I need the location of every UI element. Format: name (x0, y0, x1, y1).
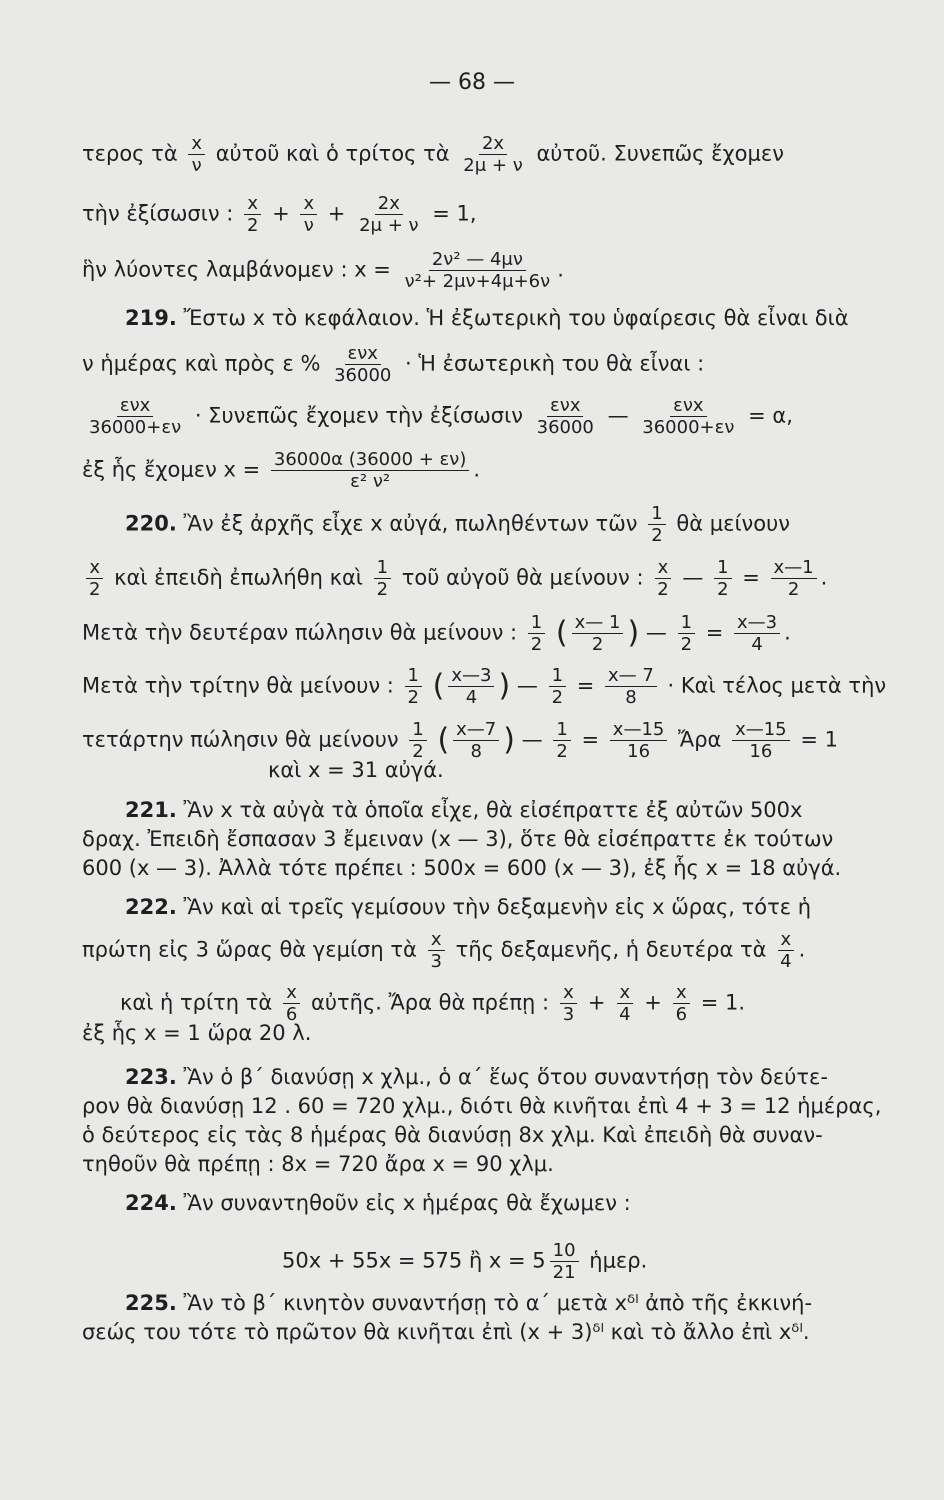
line-223-2: ρον θὰ διανύσῃ 12 . 60 = 720 χλμ., διότι θὰ κινῆται ἐπὶ 4 + 3 = 12 ἡμέρας, (82, 1094, 882, 1118)
text: ν ἡμέρας καὶ πρὸς ε % (82, 351, 321, 376)
fraction: $\frac{1}{2}$ (553, 719, 570, 762)
fraction: $\frac{1}{2}$ (405, 665, 422, 708)
text: ἡμερ. (589, 1248, 648, 1273)
text: Ἂν x τὰ αὐγὰ τὰ ὁποῖα εἶχε, θὰ εἰσέπραττε ἐξ αὐτῶν 500x (183, 798, 803, 822)
line-224-1 (125, 1190, 631, 1216)
page-number: — 68 — (429, 70, 515, 95)
fraction: $\frac{1}{2}$ (714, 557, 731, 600)
fraction: $\frac{x}{6}$ (673, 982, 690, 1025)
line-221-1 (125, 797, 802, 823)
equation-224 (282, 1240, 647, 1283)
text: = α, (748, 403, 793, 428)
line-222-2: πρώτη εἰς 3 ὥρας θὰ γεμίση τὰ $\frac{x}{3}$ τῆς δεξαμενῆς, ἡ δευτέρα τὰ $\frac{x}{4}$ . (82, 929, 806, 972)
text: · Ἡ ἐσωτερικὴ του θὰ εἶναι : (405, 351, 705, 376)
line-220-5: τετάρτην πώλησιν θὰ μείνουν $\frac{1}{2}$ ( $\frac{x—7}{8}$ ) — $\frac{1}{2}$ = $\frac{x—15}{16}$ Ἄρα $\frac{x—15}{16}$ = 1 (82, 719, 838, 762)
text: Ἂν συναντηθοῦν εἰς x ἡμέρας θὰ ἔχωμεν : (183, 1191, 631, 1215)
problem-number: 224. (125, 1191, 177, 1215)
text: Ἂν τὸ β΄ κινητὸν συναντήσῃ τὸ α΄ μετὰ xᵟˡ ἀπὸ τῆς ἐκκινή- (183, 1291, 813, 1315)
line-218-1 (82, 133, 784, 176)
fraction: $\frac{x— 1}{2}$ (572, 612, 624, 655)
fraction: $\frac{x— 7}{8}$ (605, 665, 657, 708)
text: Ἂν ὁ β΄ διανύσῃ x χλμ., ὁ α΄ ἕως ὅτου συναντήσῃ τὸν δεύτε- (183, 1065, 828, 1089)
fraction: $\frac{x}{\nu}$ (300, 193, 317, 236)
problem-number: 223. (125, 1065, 177, 1089)
line-222-3: καὶ ἡ τρίτη τὰ $\frac{x}{6}$ αὐτῆς. Ἄρα θὰ πρέπῃ : $\frac{x}{3}$ + $\frac{x}{4}$ + $\frac{x}{6}$ = 1. (120, 982, 746, 1025)
fraction: $\frac{1}{2}$ (409, 719, 426, 762)
fraction: $\frac{x—3}{4}$ (734, 612, 780, 655)
line-222-1 (125, 894, 811, 920)
fraction: $\frac{x}{6}$ (283, 982, 300, 1025)
line-222-4: ἐξ ἧς x = 1 ὥρα 20 λ. (82, 1021, 312, 1045)
text: = 1, (432, 201, 477, 226)
text: αὐτῆς. Ἄρα θὰ πρέπῃ : (311, 990, 550, 1015)
problem-number: 222. (125, 895, 177, 919)
fraction: $\frac{x}{3}$ (560, 982, 577, 1025)
fraction: $\frac{1}{2}$ (549, 665, 566, 708)
text: Μετὰ τὴν δευτέραν πώλησιν θὰ μείνουν : (82, 620, 518, 645)
problem-number: 225. (125, 1291, 177, 1315)
fraction: $\frac{10}{21}$ (550, 1240, 579, 1283)
line-223-1 (125, 1064, 828, 1090)
equation-219 (82, 395, 793, 438)
operator: — (607, 403, 629, 428)
line-219-2 (82, 343, 704, 386)
fraction: $\frac{\text{ενx}}{36000}$ (536, 395, 594, 438)
fraction: $\frac{x—1}{2}$ (771, 557, 817, 600)
fraction: $\frac{\text{ενx}}{36000+\varepsilon\nu}$ (89, 395, 182, 438)
text: τὴν ἐξίσωσιν : (82, 201, 234, 226)
fraction: $\frac{x—15}{16}$ (732, 719, 790, 762)
fraction: $\frac{1}{2}$ (374, 557, 391, 600)
fraction: $\frac{x}{3}$ (428, 929, 445, 972)
text: τῆς δεξαμενῆς, ἡ δευτέρα τὰ (455, 937, 767, 962)
text: ἐξ ἧς ἔχομεν x = (82, 457, 261, 482)
text: = 1. (700, 990, 746, 1015)
fraction: $\frac{x—15}{16}$ (610, 719, 668, 762)
text: τοῦ αὐγοῦ θὰ μείνουν : (401, 565, 644, 590)
fraction: $\frac{x}{2}$ (86, 557, 103, 600)
text: θὰ μείνουν (676, 511, 791, 536)
fraction: $\frac{x}{2}$ (654, 557, 671, 600)
text: ἣν λύοντες λαμβάνομεν : x = (82, 257, 391, 282)
fraction: $\frac{1}{2}$ (528, 612, 545, 655)
equation-218 (82, 193, 477, 236)
line-225-2: σεώς του τότε τὸ πρῶτον θὰ κινῆται ἐπὶ (x + 3)ᵟˡ καὶ τὸ ἄλλο ἐπὶ xᵟˡ. (82, 1320, 810, 1344)
fraction: $\frac{x}{4}$ (777, 929, 794, 972)
problem-number: 220. (125, 511, 177, 536)
operator: + (327, 201, 346, 226)
fraction: $\frac{x}{2}$ (244, 193, 261, 236)
problem-number: 221. (125, 798, 177, 822)
fraction: $\frac{2x}{2\mu + \nu}$ (359, 193, 419, 236)
line-219-1 (125, 305, 849, 331)
fraction: $\frac{1}{2}$ (678, 612, 695, 655)
problem-number: 219. (125, 306, 177, 330)
text: · Συνεπῶς ἔχομεν τὴν ἐξίσωσιν (194, 403, 523, 428)
fraction-half: $\frac{1}{2}$ (648, 503, 665, 546)
text: πρώτη εἰς 3 ὥρας θὰ γεμίση τὰ (82, 937, 417, 962)
solution-219: ἐξ ἧς ἔχομεν x = $\frac{36000\alpha (36000 + \varepsilon\nu)}{\text{ε² ν²}}$ . (82, 449, 481, 492)
text: τετάρτην πώλησιν θὰ μείνουν (82, 727, 399, 752)
fraction-2x: $\frac{2x}{2\mu + \nu}$ (463, 133, 523, 176)
line-220-3: Μετὰ τὴν δευτέραν πώλησιν θὰ μείνουν : $\frac{1}{2}$ ( $\frac{x— 1}{2}$ ) — $\frac{1}{2}$ = $\frac{x—3}{4}$ . (82, 612, 791, 655)
text: τερος τὰ (82, 141, 178, 166)
fraction: $\frac{x—3}{4}$ (448, 665, 494, 708)
text: = 1 (800, 727, 838, 752)
text: · Καὶ τέλος μετὰ τὴν (667, 673, 887, 698)
line-221-3: 600 (x — 3). Ἀλλὰ τότε πρέπει : 500x = 600 (x — 3), ἐξ ἧς x = 18 αὐγά. (82, 856, 842, 880)
fraction-x-over-nu: $\frac{x}{\nu}$ (188, 133, 205, 176)
text: αὐτοῦ. Συνεπῶς ἔχομεν (536, 141, 784, 166)
line-223-3: ὁ δεύτερος εἰς τὰς 8 ἡμέρας θὰ διανύσῃ 8x χλμ. Καὶ ἐπειδὴ θὰ συναν- (82, 1123, 823, 1147)
line-223-4: τηθοῦν θὰ πρέπῃ : 8x = 720 ἄρα x = 90 χλμ. (82, 1152, 554, 1176)
line-220-1 (125, 503, 790, 546)
line-220-2: $\frac{x}{2}$ καὶ ἐπειδὴ ἐπωλήθη καὶ $\frac{1}{2}$ τοῦ αὐγοῦ θὰ μείνουν : $\frac{x}{2}$ — $\frac{1}{2}$ = $\frac{x—1}{2}$ . (82, 557, 827, 600)
fraction: $\frac{\text{ενx}}{36000}$ (334, 343, 392, 386)
line-220-6: καὶ x = 31 αὐγά. (268, 758, 444, 782)
text: 50x + 55x = 575 ἢ x = 5 (282, 1248, 546, 1273)
fraction-solution: $\frac{\text{2ν² — 4μν}}{\text{ν²+ 2μν+4μ+6ν}}$ (404, 249, 551, 292)
fraction: $\frac{x—7}{8}$ (453, 719, 499, 762)
text: Ἂν καὶ αἱ τρεῖς γεμίσουν τὴν δεξαμενὴν εἰς x ὥρας, τότε ἡ (183, 895, 812, 919)
operator: + (272, 201, 290, 226)
text: αὐτοῦ καὶ ὁ τρίτος τὰ (215, 141, 450, 166)
line-221-2: δραχ. Ἐπειδὴ ἔσπασαν 3 ἔμειναν (x — 3), ὅτε θὰ εἰσέπραττε ἐκ τούτων (82, 827, 834, 851)
text: Ἂν ἐξ ἀρχῆς εἶχε x αὐγά, πωληθέντων τῶν (183, 511, 638, 536)
text: καὶ ἐπειδὴ ἐπωλήθη καὶ (114, 565, 363, 590)
fraction-solution: $\frac{36000\alpha (36000 + \varepsilon\nu)}{\text{ε² ν²}}$ (271, 449, 469, 492)
text: Μετὰ τὴν τρίτην θὰ μείνουν : (82, 673, 394, 698)
fraction: $\frac{\text{ενx}}{36000+\varepsilon\nu}$ (642, 395, 735, 438)
fraction: $\frac{x}{4}$ (616, 982, 633, 1025)
text: Ἄρα (678, 727, 722, 752)
solution-218: ἣν λύοντες λαμβάνομεν : x = $\frac{\text{2ν² — 4μν}}{\text{ν²+ 2μν+4μ+6ν}}$ . (82, 249, 564, 292)
line-225-1 (125, 1290, 812, 1316)
line-220-4: Μετὰ τὴν τρίτην θὰ μείνουν : $\frac{1}{2}$ ( $\frac{x—3}{4}$ ) — $\frac{1}{2}$ = $\frac{x— 7}{8}$ · Καὶ τέλος μετὰ τὴν (82, 665, 887, 708)
text: καὶ ἡ τρίτη τὰ (120, 990, 273, 1015)
text: Ἔστω x τὸ κεφάλαιον. Ἡ ἐξωτερικὴ του ὑφαίρεσις θὰ εἶναι διὰ (183, 306, 849, 330)
